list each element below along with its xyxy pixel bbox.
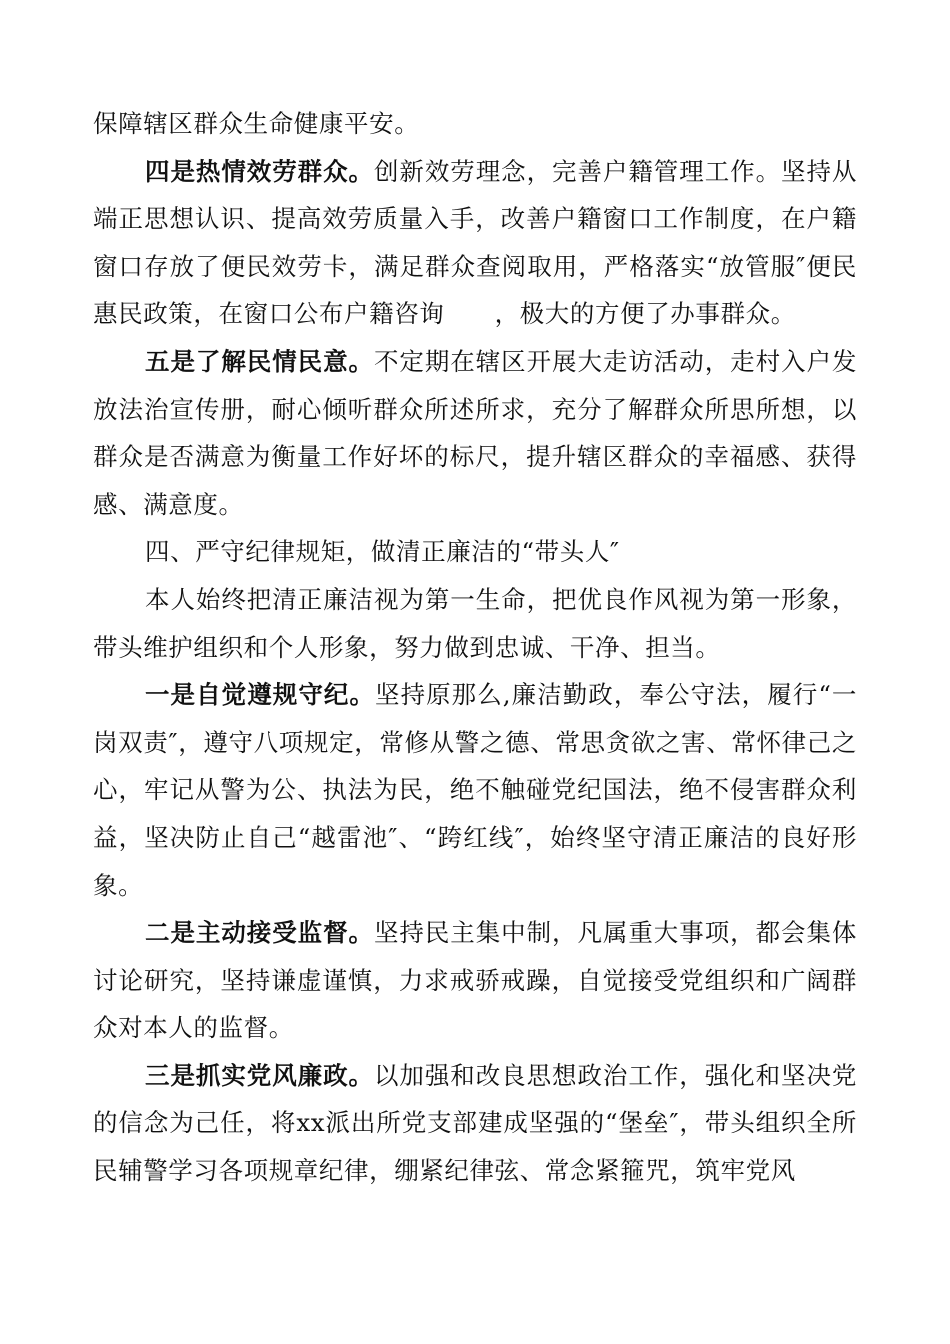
paragraph-understand-public-opinion <box>93 338 857 528</box>
paragraph-heading: 一是自觉遵规守纪。 <box>145 680 376 710</box>
paragraph-heading: 五是了解民情民意。 <box>145 346 374 376</box>
paragraph-text: 保障辖区群众生命健康平安。 <box>93 109 420 138</box>
paragraph-text: 不定期在辖区开展大走访活动，走村入户发放法治宣传册，耐心倾听群众所述所求，充分了解群众所思所想，以群众是否满意为衡量工作好坏的标尺，提升辖区群众的幸福感、获得感、满意度。 <box>93 346 857 519</box>
paragraph-text: 本人始终把清正廉洁视为第一生命，把优良作风视为第一形象，带头维护组织和个人形象，努力做到忠诚、干净、担当。 <box>93 584 857 662</box>
paragraph-heading: 四是热情效劳群众。 <box>145 156 374 186</box>
paragraph-text: 坚持民主集中制，凡属重大事项，都会集体讨论研究，坚持谦虚谨慎，力求戒骄戒躁，自觉接受党组织和广阔群众对本人的监督。 <box>93 918 857 1043</box>
paragraph-heading: 二是主动接受监督。 <box>145 918 374 948</box>
paragraph-section-intro <box>93 576 857 671</box>
section-title-text: 四、严守纪律规矩，做清正廉洁的“带头人″ <box>145 537 620 567</box>
paragraph-serve-masses <box>93 148 857 338</box>
paragraph-observe-discipline <box>93 671 857 909</box>
section-title <box>93 528 857 576</box>
paragraph-text: 坚持原那么,廉洁勤政，奉公守法，履行“一岗双责″，遵守八项规定，常修从警之德、常思贪欲之害、常怀律己之心，牢记从警为公、执法为民，绝不触碰党纪国法，绝不侵害群众利益，坚决防止自己“越雷池″、“跨红线″，始终坚守清正廉洁的良好形象。 <box>93 680 857 900</box>
paragraph-party-integrity <box>93 1052 857 1195</box>
paragraph-text: 以加强和改良思想政治工作，强化和坚决党的信念为己任，将xx派出所党支部建成坚强的“堡垒″，带头组织全所民辅警学习各项规章纪律，绷紧纪律弦、常念紧箍咒，筑牢党风 <box>93 1060 857 1186</box>
paragraph-continuation <box>93 100 857 148</box>
paragraph-text: 创新效劳理念，完善户籍管理工作。坚持从端正思想认识、提高效劳质量入手，改善户籍窗口工作制度，在户籍窗口存放了便民效劳卡，满足群众查阅取用，严格落实“放管服″便民惠民政策，在窗口公布户籍咨询 ，极大的方便了办事群众。 <box>93 156 857 329</box>
document-page <box>93 100 857 1195</box>
paragraph-accept-supervision <box>93 909 857 1052</box>
paragraph-heading: 三是抓实党风廉政。 <box>145 1060 374 1090</box>
